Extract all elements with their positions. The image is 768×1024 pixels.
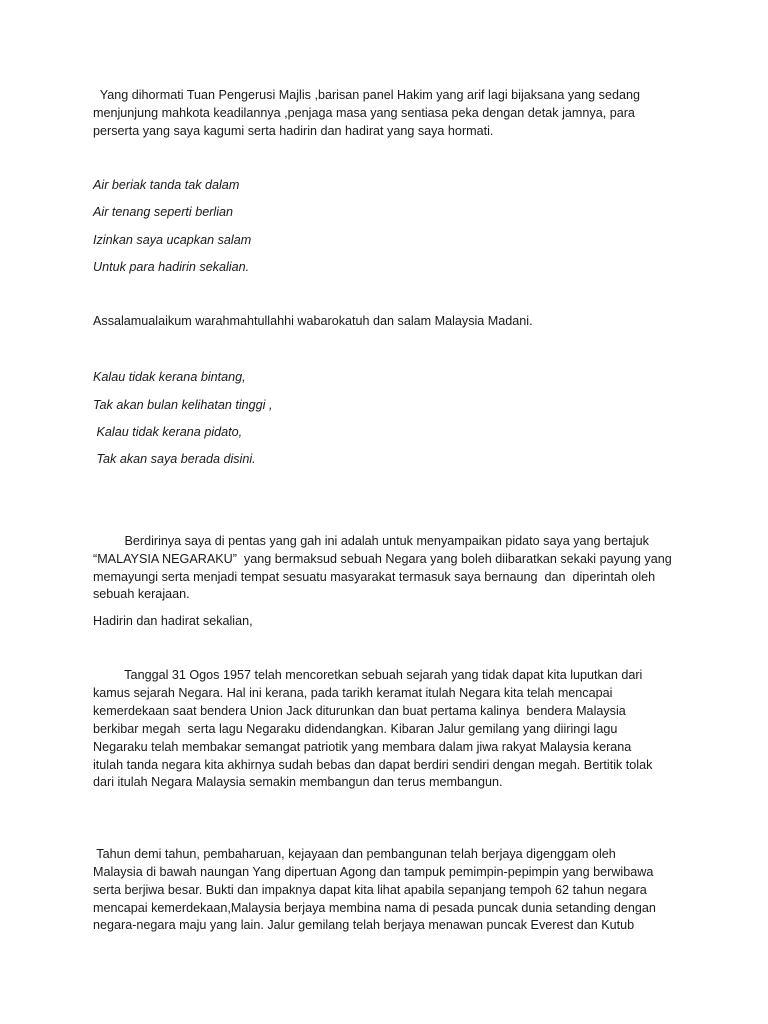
paragraph-line: serta berjiwa besar. Bukti dan impaknya dapat kita lihat apabila sepanjang tempoh 62 tahun negara xyxy=(93,883,647,897)
paragraph-line: itulah tanda negara kita akhirnya sudah bebas dan dapat berdiri sendiri dengan megah. Bertitik tolak xyxy=(93,758,653,772)
pantun-line: Tak akan saya berada disini. xyxy=(93,452,256,466)
salam-line: Assalamualaikum warahmahtullahhi wabarokatuh dan salam Malaysia Madani. xyxy=(93,314,533,328)
paragraph-line: sebuah kerajaan. xyxy=(93,587,190,601)
pantun-line: Kalau tidak kerana bintang, xyxy=(93,370,246,384)
opening-line: perserta yang saya kagumi serta hadirin dan hadirat yang saya hormati. xyxy=(93,124,494,138)
paragraph-line: berkibar megah serta lagu Negaraku didendangkan. Kibaran Jalur gemilang yang diiringi lagu xyxy=(93,722,618,736)
opening-line: Yang dihormati Tuan Pengerusi Majlis ,barisan panel Hakim yang arif lagi bijaksana yang sedang xyxy=(93,88,640,102)
paragraph-line: “MALAYSIA NEGARAKU” yang bermaksud sebuah Negara yang boleh diibaratkan sekaki payung yang xyxy=(93,552,672,566)
paragraph-line: dari itulah Negara Malaysia semakin membangun dan terus membangun. xyxy=(93,775,503,789)
pantun-line: Untuk para hadirin sekalian. xyxy=(93,260,250,274)
paragraph-line: kemerdekaan saat bendera Union Jack diturunkan dan buat pertama kalinya bendera Malaysia xyxy=(93,704,626,718)
paragraph-line: Malaysia di bawah naungan Yang dipertuan Agong dan tampuk pemimpin-pepimpin yang berwibawa xyxy=(93,865,654,879)
paragraph-line: negara-negara maju yang lain. Jalur gemilang telah berjaya menawan puncak Everest dan Kutub xyxy=(93,918,635,932)
opening-line: menjunjung mahkota keadilannya ,penjaga masa yang sentiasa peka dengan detak jamnya, para xyxy=(93,106,635,120)
paragraph-line: Tahun demi tahun, pembaharuan, kejayaan dan pembangunan telah berjaya digenggam oleh xyxy=(93,847,616,861)
paragraph-line: mencapai kemerdekaan,Malaysia berjaya membina nama di pesada puncak dunia setanding dengan xyxy=(93,901,656,915)
pantun-line: Kalau tidak kerana pidato, xyxy=(93,425,243,439)
address-line: Hadirin dan hadirat sekalian, xyxy=(93,614,253,628)
paragraph-line: Negaraku telah membakar semangat patriotik yang membara dalam jiwa rakyat Malaysia kerana xyxy=(93,740,632,754)
pantun-line: Izinkan saya ucapkan salam xyxy=(93,233,252,247)
paragraph-line: Tanggal 31 Ogos 1957 telah mencoretkan sebuah sejarah yang tidak dapat kita luputkan dari xyxy=(93,668,643,682)
pantun-line: Air beriak tanda tak dalam xyxy=(93,178,240,192)
paragraph-line: kamus sejarah Negara. Hal ini kerana, pada tarikh keramat itulah Negara kita telah mencapai xyxy=(93,686,613,700)
paragraph-line: memayungi serta menjadi tempat sesuatu masyarakat termasuk saya bernaung dan diperintah oleh xyxy=(93,570,656,584)
paragraph-line: Berdirinya saya di pentas yang gah ini adalah untuk menyampaikan pidato saya yang bertajuk xyxy=(93,534,649,548)
pantun-line: Tak akan bulan kelihatan tinggi , xyxy=(93,398,273,412)
pantun-line: Air tenang seperti berlian xyxy=(93,205,234,219)
